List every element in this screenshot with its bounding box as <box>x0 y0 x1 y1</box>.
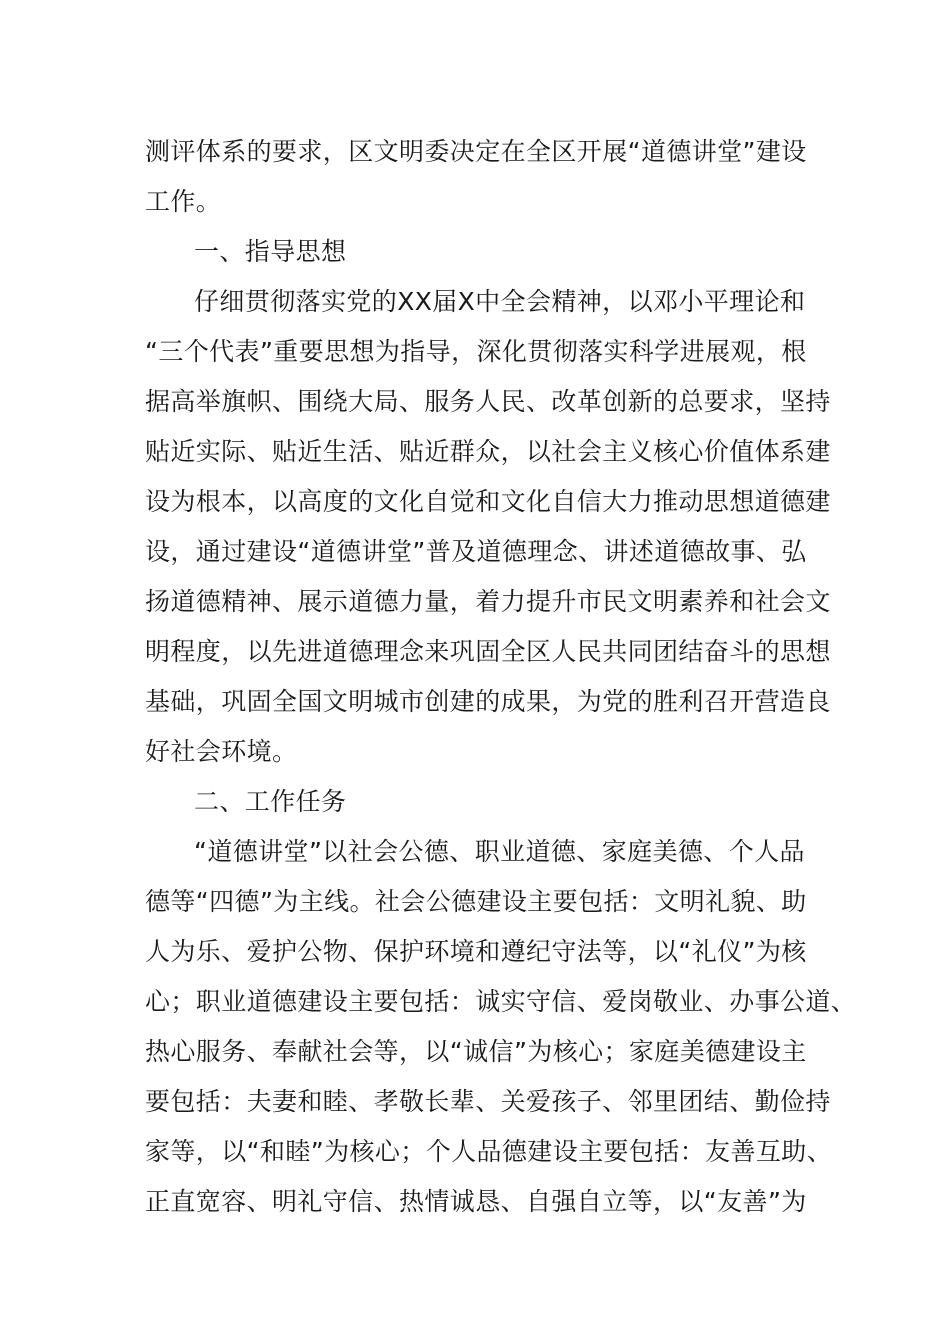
body-text-line: 热心服务、奉献社会等，以“诚信”为核心；家庭美德建设主 <box>145 1037 807 1066</box>
section-heading-work-tasks: 二、工作任务 <box>194 787 347 816</box>
body-text-line: “道德讲堂”以社会公德、职业道德、家庭美德、个人品 <box>194 837 805 866</box>
body-text-line: 德等“四德”为主线。社会公德建设主要包括：文明礼貌、助 <box>145 887 807 916</box>
body-text-line: 要包括：夫妻和睦、孝敬长辈、关爱孩子、邻里团结、勤俭持 <box>145 1087 831 1116</box>
body-text-line: 测评体系的要求，区文明委决定在全区开展“道德讲堂”建设 <box>145 137 807 166</box>
body-text-line: 工作。 <box>145 187 222 216</box>
body-text-line: 明程度，以先进道德理念来巩固全区人民共同团结奋斗的思想 <box>145 637 831 666</box>
body-text-line: 家等，以“和睦”为核心；个人品德建设主要包括：友善互助、 <box>145 1137 833 1166</box>
body-text-line: 人为乐、爱护公物、保护环境和遵纪守法等，以“礼仪”为核 <box>145 937 807 966</box>
body-text-line: 据高举旗帜、围绕大局、服务人民、改革创新的总要求，坚持 <box>145 387 831 416</box>
section-heading-guiding-ideology: 一、指导思想 <box>194 237 347 266</box>
body-text-line: “三个代表”重要思想为指导，深化贯彻落实科学进展观，根 <box>145 337 807 366</box>
body-text-line: 设为根本，以高度的文化自觉和文化自信大力推动思想道德建 <box>145 487 831 516</box>
body-text-line: 设，通过建设“道德讲堂”普及道德理念、讲述道德故事、弘 <box>145 537 807 566</box>
body-text-line: 正直宽容、明礼守信、热情诚恳、自强自立等，以“友善”为 <box>145 1187 807 1216</box>
body-text-line: 基础，巩固全国文明城市创建的成果，为党的胜利召开营造良 <box>145 687 831 716</box>
body-text-line: 好社会环境。 <box>145 737 298 766</box>
body-text-line: 仔细贯彻落实党的XX届X中全会精神，以邓小平理论和 <box>194 287 806 316</box>
body-text-line: 贴近实际、贴近生活、贴近群众，以社会主义核心价值体系建 <box>145 437 831 466</box>
body-text-line: 心；职业道德建设主要包括：诚实守信、爱岗敬业、办事公道、 <box>145 987 857 1016</box>
body-text-line: 扬道德精神、展示道德力量，着力提升市民文明素养和社会文 <box>145 587 831 616</box>
